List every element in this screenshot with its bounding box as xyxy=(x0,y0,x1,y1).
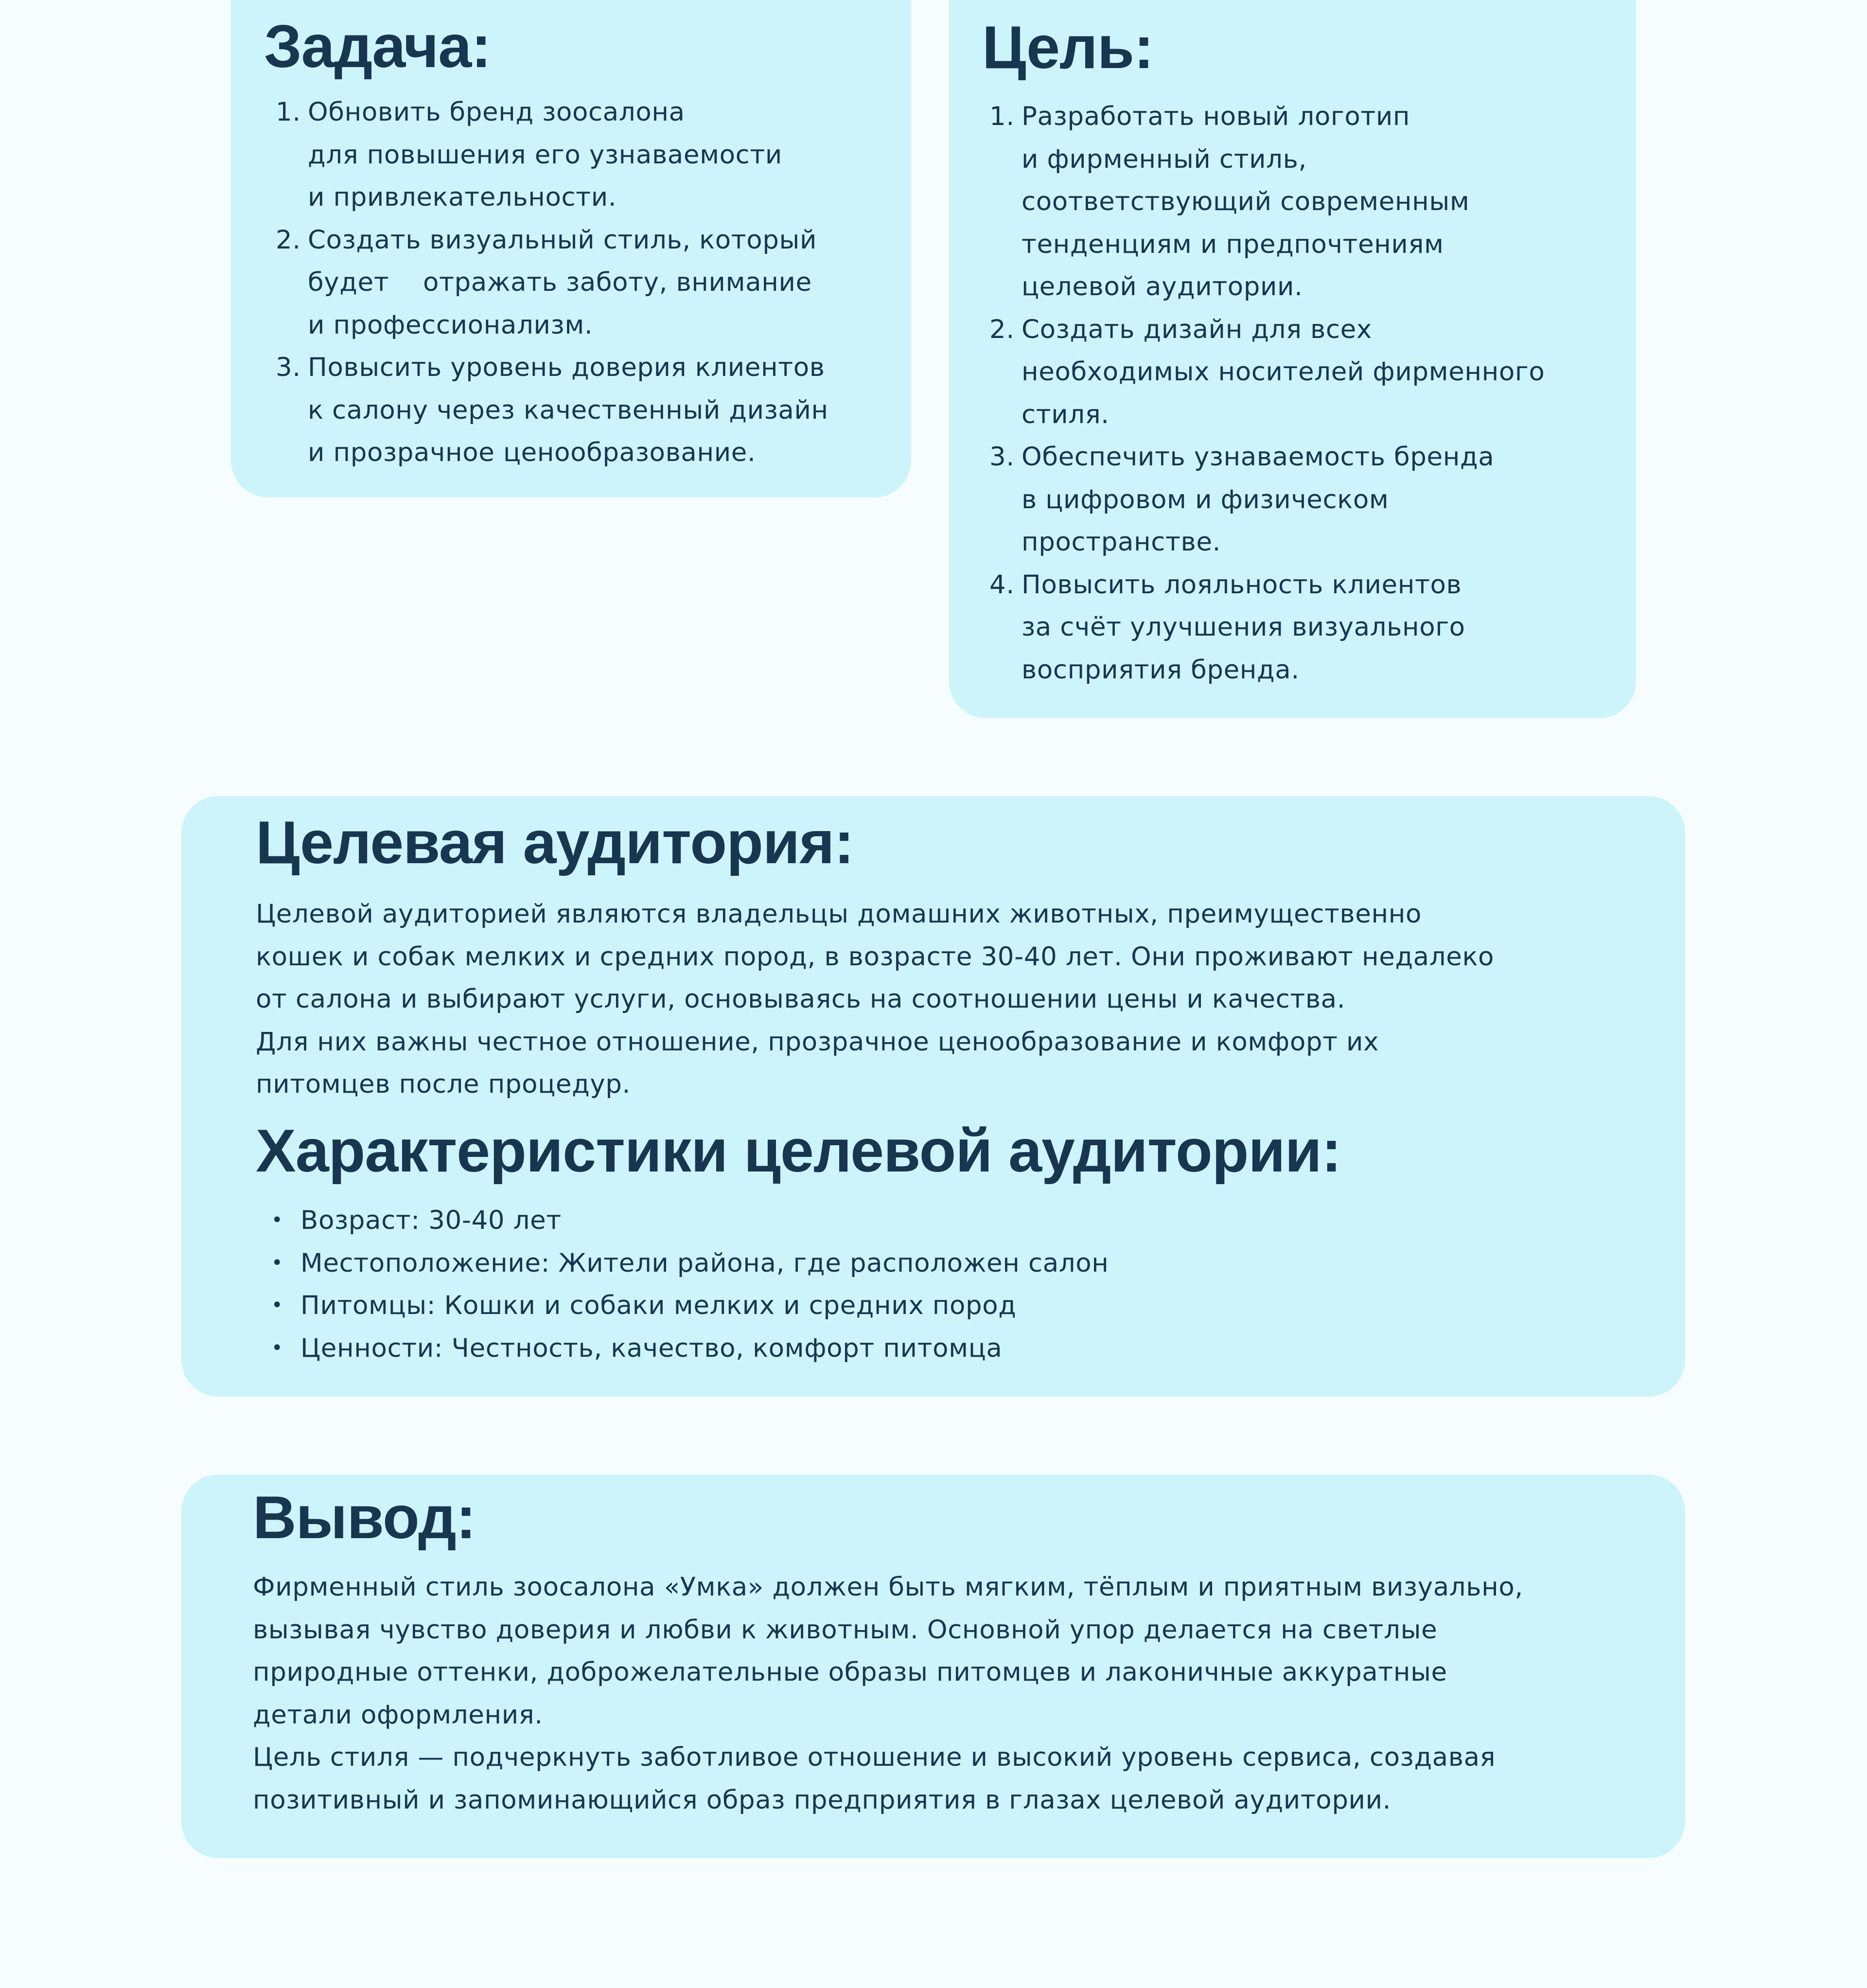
bullet-icon: • xyxy=(271,1336,283,1359)
task-item-number: 2. xyxy=(276,225,301,255)
goal-list xyxy=(989,95,1545,691)
goal-item-number: 2. xyxy=(989,314,1015,344)
audience-paragraph-line: от салона и выбирают услуги, основываясь на соотношении цены и качества. xyxy=(256,984,1346,1014)
goal-item-3 xyxy=(989,436,1545,564)
audience-paragraph-line: Для них важны честное отношение, прозрачное ценообразование и комфорт их xyxy=(256,1027,1379,1057)
task-item-number: 3. xyxy=(276,353,301,382)
conclusion-paragraph-line: позитивный и запоминающийся образ предприятия в глазах целевой аудитории. xyxy=(253,1785,1391,1815)
goal-item-line: стиля. xyxy=(1022,399,1110,429)
goal-card-title: Цель: xyxy=(982,14,1154,81)
audience-paragraph-line: кошек и собак мелких и средних пород, в возрасте 30-40 лет. Они проживают недалеко xyxy=(256,941,1495,972)
characteristic-text: Возраст: 30-40 лет xyxy=(300,1206,562,1235)
conclusion-paragraph-line: природные оттенки, доброжелательные образы питомцев и лаконичные аккуратные xyxy=(253,1657,1447,1687)
task-item-line: Создать визуальный стиль, который xyxy=(308,225,817,255)
task-card-title: Задача: xyxy=(264,13,491,80)
task-item-line: будет отражать заботу, внимание xyxy=(308,267,812,297)
goal-item-4 xyxy=(989,564,1545,692)
task-item-3 xyxy=(276,346,828,474)
bullet-icon: • xyxy=(271,1209,283,1231)
characteristic-pets xyxy=(271,1284,1109,1327)
task-item-line: Обновить бренд зоосалона xyxy=(308,97,685,127)
task-item-line: и привлекательности. xyxy=(308,182,617,212)
characteristic-text: Питомцы: Кошки и собаки мелких и средних пород xyxy=(300,1291,1017,1320)
goal-item-line: в цифровом и физическом xyxy=(1022,484,1389,515)
goal-item-line: Разработать новый логотип xyxy=(1022,102,1410,131)
goal-item-line: Повысить лояльность клиентов xyxy=(1022,569,1462,600)
task-item-number: 1. xyxy=(276,97,301,127)
conclusion-paragraph-line: Цель стиля — подчеркнуть заботливое отношение и высокий уровень сервиса, создавая xyxy=(253,1742,1496,1772)
goal-item-line: пространстве. xyxy=(1022,527,1221,557)
goal-item-line: соответствующий современным xyxy=(1022,187,1470,216)
goal-item-line: Создать дизайн для всех xyxy=(1022,314,1372,344)
goal-item-number: 4. xyxy=(989,569,1015,600)
conclusion-card-title: Вывод: xyxy=(253,1484,476,1551)
goal-item-1 xyxy=(989,95,1545,308)
audience-paragraph xyxy=(256,893,1494,1106)
bullet-icon: • xyxy=(271,1251,283,1274)
task-item-line: и прозрачное ценообразование. xyxy=(308,438,756,467)
characteristic-values xyxy=(271,1327,1109,1370)
goal-item-line: тенденциям и предпочтениям xyxy=(1022,229,1444,259)
conclusion-paragraph-line: Фирменный стиль зоосалона «Умка» должен быть мягким, тёплым и приятным визуально, xyxy=(253,1572,1523,1602)
characteristic-age xyxy=(271,1199,1109,1242)
characteristic-text: Местоположение: Жители района, где расположен салон xyxy=(300,1248,1109,1278)
conclusion-paragraph-line: детали оформления. xyxy=(253,1700,543,1730)
task-item-line: к салону через качественный дизайн xyxy=(308,395,828,425)
goal-item-line: и фирменный стиль, xyxy=(1022,144,1307,174)
task-item-line: и профессионализм. xyxy=(308,310,593,340)
conclusion-paragraph xyxy=(253,1566,1523,1821)
audience-card-title: Целевая аудитория: xyxy=(256,809,854,876)
audience-paragraph-line: питомцев после процедур. xyxy=(256,1069,631,1099)
task-item-2 xyxy=(276,219,828,347)
goal-item-line: за счёт улучшения визуального xyxy=(1022,612,1465,642)
task-item-line: Повысить уровень доверия клиентов xyxy=(308,353,825,382)
goal-item-2 xyxy=(989,308,1545,436)
goal-item-line: восприятия бренда. xyxy=(1022,655,1300,685)
goal-item-number: 1. xyxy=(989,102,1015,131)
goal-item-number: 3. xyxy=(989,442,1015,472)
characteristics-list xyxy=(271,1199,1109,1369)
characteristic-location xyxy=(271,1242,1109,1285)
task-item-1 xyxy=(276,91,828,219)
audience-paragraph-line: Целевой аудиторией являются владельцы домашних животных, преимущественно xyxy=(256,899,1422,929)
goal-item-line: целевой аудитории. xyxy=(1022,272,1303,302)
task-list xyxy=(276,91,828,474)
goal-item-line: необходимых носителей фирменного xyxy=(1022,357,1545,387)
bullet-icon: • xyxy=(271,1294,283,1316)
characteristics-title: Характеристики целевой аудитории: xyxy=(256,1118,1341,1185)
conclusion-paragraph-line: вызывая чувство доверия и любви к животным. Основной упор делается на светлые xyxy=(253,1615,1438,1645)
characteristic-text: Ценности: Честность, качество, комфорт питомца xyxy=(300,1333,1003,1363)
task-item-line: для повышения его узнаваемости xyxy=(308,140,782,170)
goal-item-line: Обеспечить узнаваемость бренда xyxy=(1022,442,1495,472)
